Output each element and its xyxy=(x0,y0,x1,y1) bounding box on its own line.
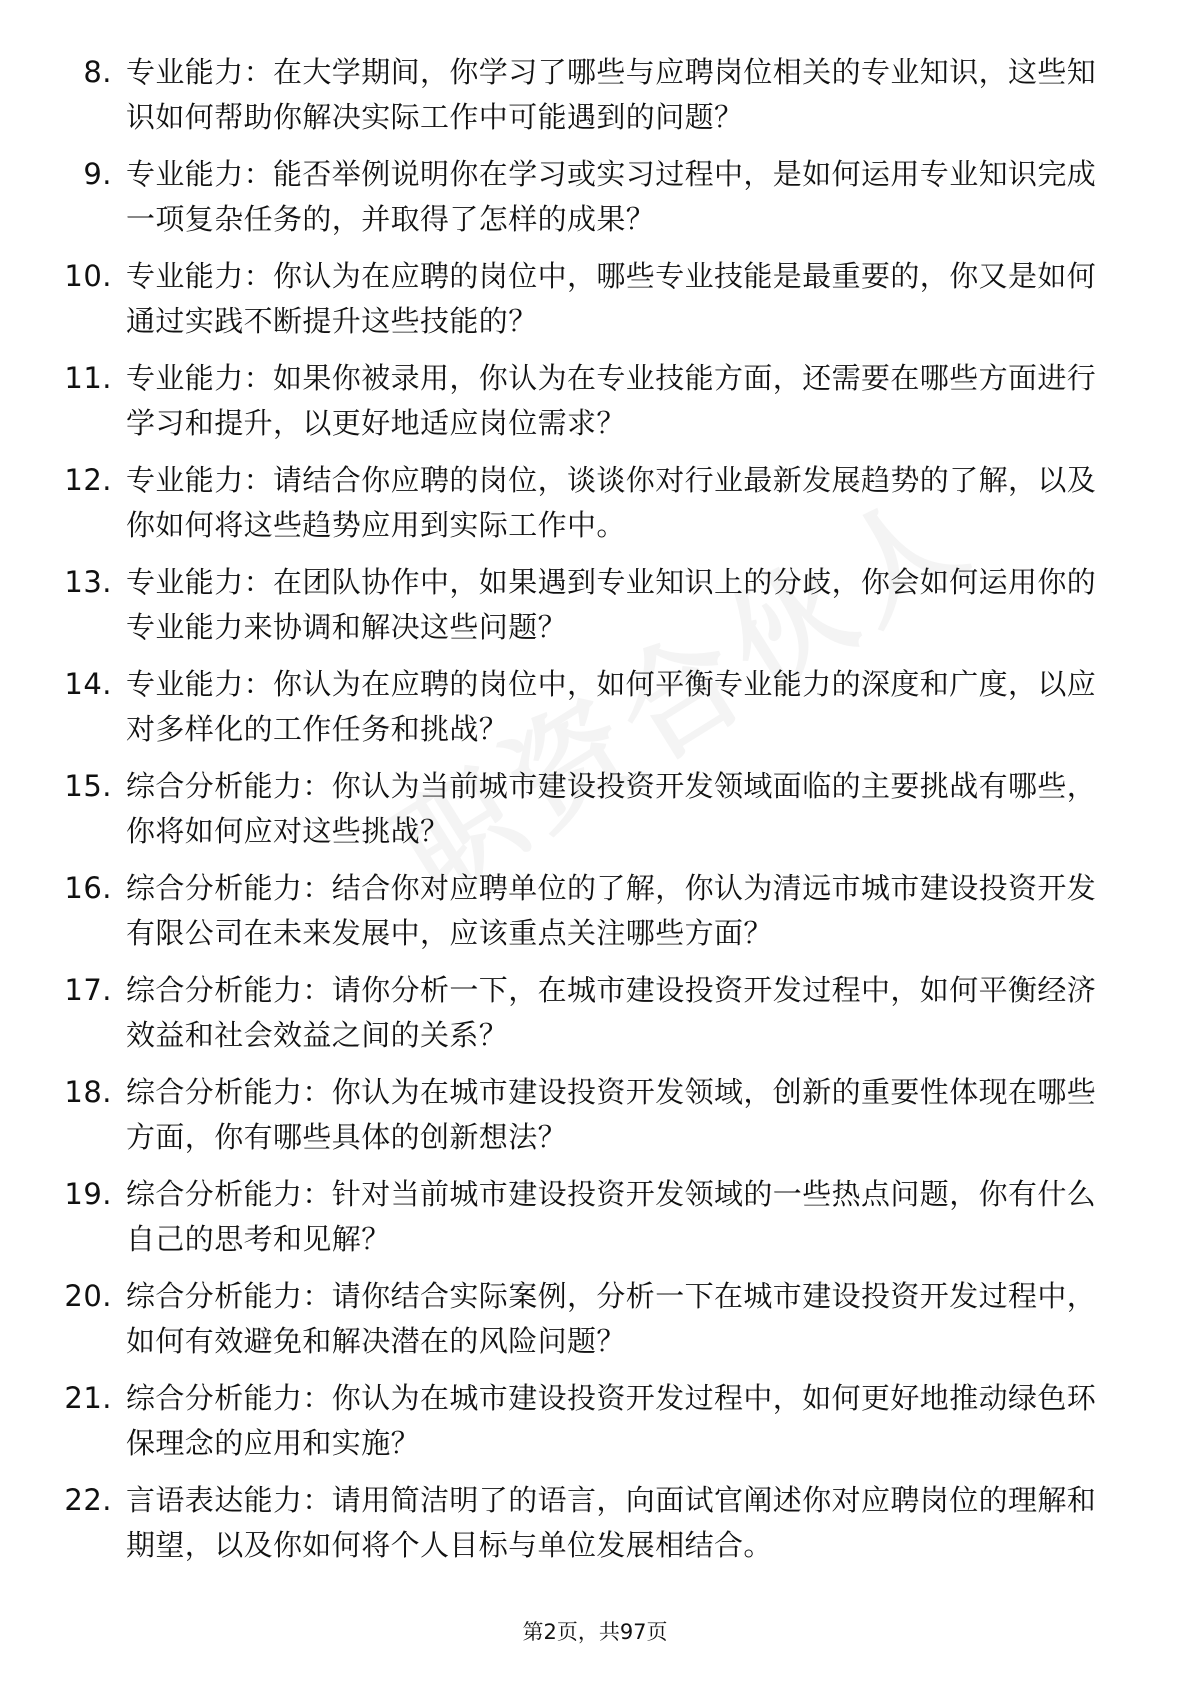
list-item xyxy=(56,764,1116,866)
list-item xyxy=(56,458,1116,560)
list-item xyxy=(56,1274,1116,1376)
question-text: 专业能力：能否举例说明你在学习或实习过程中，是如何运用专业知识完成一项复杂任务的，并取得了怎样的成果？ xyxy=(126,157,1097,236)
list-item xyxy=(56,50,1116,152)
question-number: 11. xyxy=(64,361,112,395)
question-number: 20. xyxy=(64,1279,112,1313)
list-item xyxy=(56,356,1116,458)
question-text: 综合分析能力：针对当前城市建设投资开发领域的一些热点问题，你有什么自己的思考和见解？ xyxy=(126,1177,1097,1256)
question-list xyxy=(56,50,1116,1580)
page-footer: 第2页，共97页 xyxy=(522,1620,668,1644)
list-item xyxy=(56,866,1116,968)
question-text: 言语表达能力：请用简洁明了的语言，向面试官阐述你对应聘岗位的理解和期望，以及你如何将个人目标与单位发展相结合。 xyxy=(126,1483,1097,1562)
list-item xyxy=(56,1070,1116,1172)
question-text: 专业能力：请结合你应聘的岗位，谈谈你对行业最新发展趋势的了解，以及你如何将这些趋势应用到实际工作中。 xyxy=(126,463,1097,542)
question-text: 综合分析能力：结合你对应聘单位的了解，你认为清远市城市建设投资开发有限公司在未来发展中，应该重点关注哪些方面？ xyxy=(126,871,1097,950)
question-text: 专业能力：如果你被录用，你认为在专业技能方面，还需要在哪些方面进行学习和提升，以更好地适应岗位需求？ xyxy=(126,361,1097,440)
question-text: 专业能力：在团队协作中，如果遇到专业知识上的分歧，你会如何运用你的专业能力来协调和解决这些问题？ xyxy=(126,565,1097,644)
question-number: 18. xyxy=(64,1075,112,1109)
list-item xyxy=(56,152,1116,254)
question-number: 8. xyxy=(83,55,112,89)
question-number: 15. xyxy=(64,769,112,803)
question-text: 专业能力：你认为在应聘的岗位中，哪些专业技能是最重要的，你又是如何通过实践不断提升这些技能的？ xyxy=(126,259,1097,338)
question-text: 专业能力：在大学期间，你学习了哪些与应聘岗位相关的专业知识，这些知识如何帮助你解决实际工作中可能遇到的问题？ xyxy=(126,55,1097,134)
list-item xyxy=(56,662,1116,764)
question-text: 综合分析能力：请你分析一下，在城市建设投资开发过程中，如何平衡经济效益和社会效益之间的关系？ xyxy=(126,973,1097,1052)
list-item xyxy=(56,1376,1116,1478)
question-number: 21. xyxy=(64,1381,112,1415)
question-number: 13. xyxy=(64,565,112,599)
question-text: 专业能力：你认为在应聘的岗位中，如何平衡专业能力的深度和广度，以应对多样化的工作任务和挑战？ xyxy=(126,667,1097,746)
question-number: 17. xyxy=(64,973,112,1007)
question-text: 综合分析能力：请你结合实际案例，分析一下在城市建设投资开发过程中，如何有效避免和解决潜在的风险问题？ xyxy=(126,1279,1097,1358)
list-item xyxy=(56,1478,1116,1580)
question-number: 22. xyxy=(64,1483,112,1517)
question-number: 14. xyxy=(64,667,112,701)
question-number: 9. xyxy=(83,157,112,191)
question-number: 19. xyxy=(64,1177,112,1211)
list-item xyxy=(56,560,1116,662)
question-text: 综合分析能力：你认为在城市建设投资开发过程中，如何更好地推动绿色环保理念的应用和实施？ xyxy=(126,1381,1097,1460)
question-number: 10. xyxy=(64,259,112,293)
list-item xyxy=(56,1172,1116,1274)
question-number: 12. xyxy=(64,463,112,497)
list-item xyxy=(56,254,1116,356)
question-number: 16. xyxy=(64,871,112,905)
question-text: 综合分析能力：你认为在城市建设投资开发领域，创新的重要性体现在哪些方面，你有哪些具体的创新想法？ xyxy=(126,1075,1097,1154)
question-text: 综合分析能力：你认为当前城市建设投资开发领域面临的主要挑战有哪些，你将如何应对这些挑战？ xyxy=(126,769,1097,848)
list-item xyxy=(56,968,1116,1070)
